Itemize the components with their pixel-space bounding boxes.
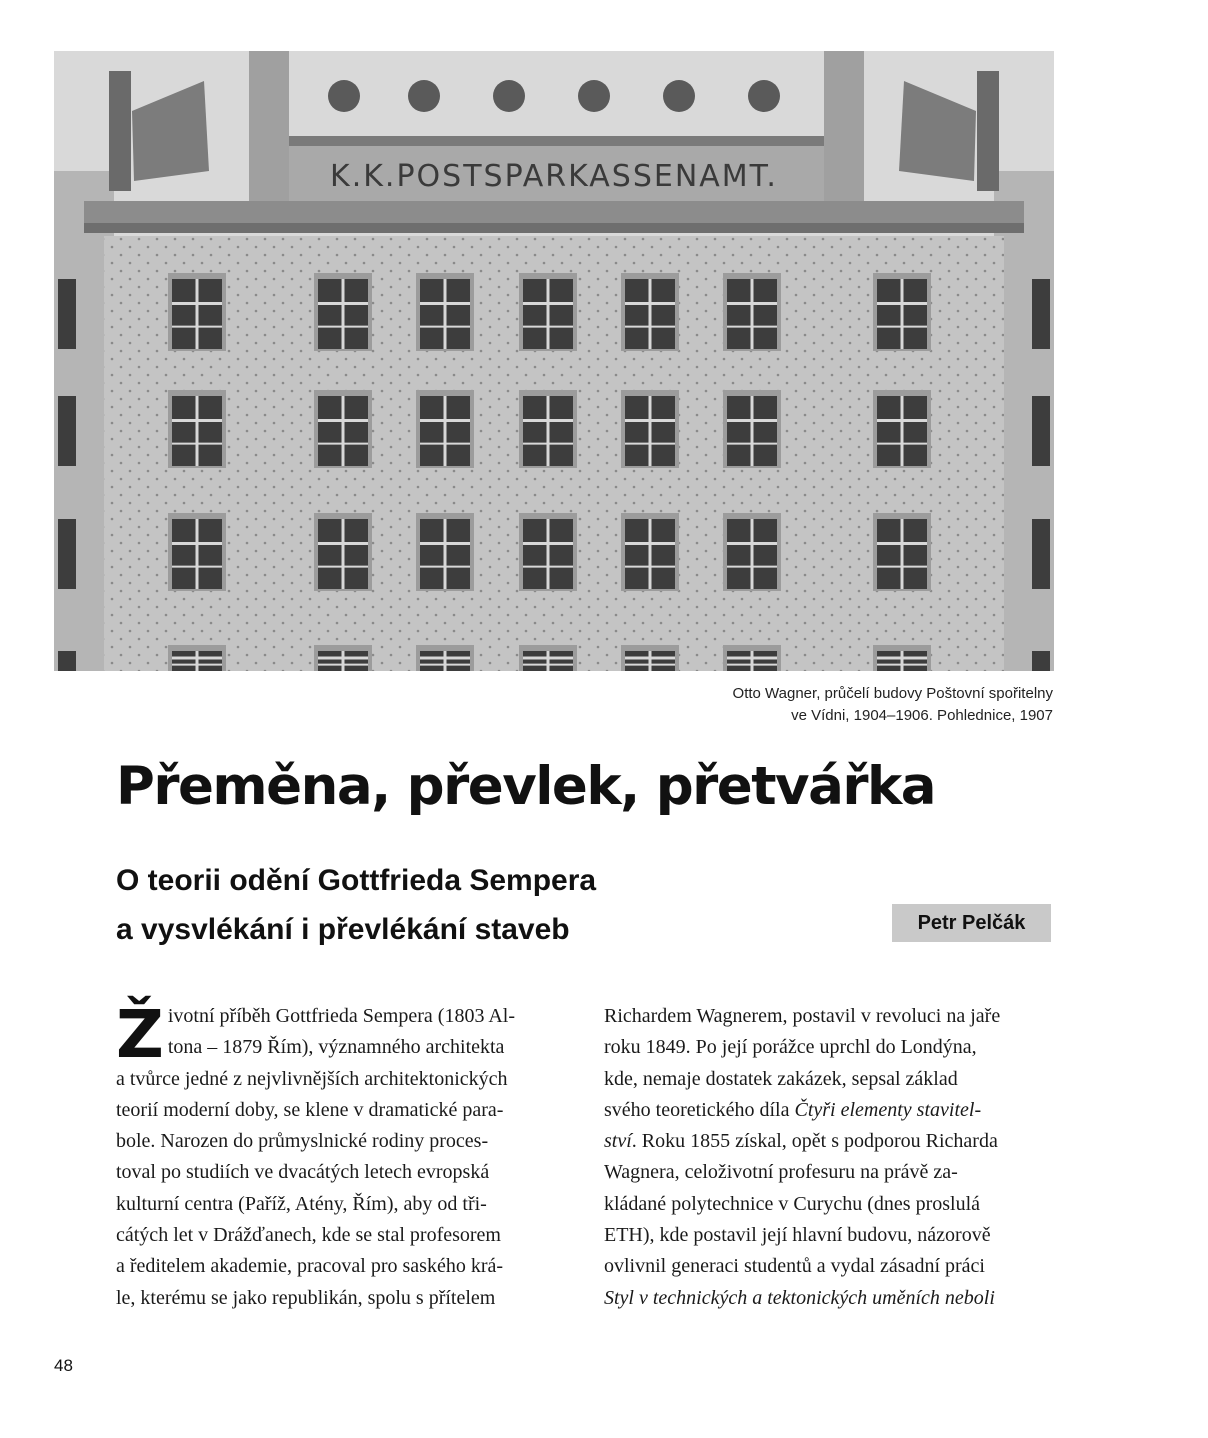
facade-window <box>314 390 372 468</box>
subtitle-line: O teorii odění Gottfrieda Sempera <box>116 864 597 897</box>
book-title-italic: Čtyři elementy stavitel- <box>794 1098 982 1121</box>
body-text: Wagnera, celoživotní profesuru na právě za- <box>604 1161 958 1184</box>
facade-window <box>723 390 781 468</box>
facade-window <box>416 513 474 591</box>
facade-window <box>314 645 372 671</box>
body-text: ovlivnil generaci studentů a vydal zásadní práci <box>604 1255 985 1278</box>
body-line <box>604 1157 1054 1188</box>
building-photo <box>54 51 1054 671</box>
facade-window <box>168 513 226 591</box>
facade-window <box>621 513 679 591</box>
side-window <box>58 279 76 349</box>
facade-window <box>416 645 474 671</box>
facade-inscription: K.K.POSTSPARKASSENAMT. <box>330 159 778 194</box>
facade-window <box>873 273 931 351</box>
body-line: le, kterému se jako republikán, spolu s přítelem <box>116 1286 496 1309</box>
page-number: 48 <box>54 1356 73 1375</box>
side-window <box>1032 651 1050 671</box>
body-line: cátých let v Drážďanech, kde se stal profesorem <box>116 1224 501 1247</box>
body-text: kládané polytechnice v Curychu (dnes proslulá <box>604 1192 980 1215</box>
facade-window <box>168 645 226 671</box>
side-window <box>58 651 76 671</box>
facade-window <box>519 513 577 591</box>
book-title-italic: ství <box>604 1130 632 1153</box>
caption-line: Otto Wagner, průčelí budovy Poštovní spořitelny <box>732 685 1053 702</box>
book-title-italic: Styl v technických a tektonických uměních neboli <box>604 1286 995 1309</box>
side-window <box>58 396 76 466</box>
body-text: svého teoretického díla <box>604 1098 795 1121</box>
body-line: toval po studiích ve dvacátých letech evropská <box>116 1161 490 1184</box>
body-line: tona – 1879 Řím), významného architekta <box>167 1036 505 1059</box>
body-line <box>604 1189 1054 1220</box>
body-text: roku 1849. Po její porážce uprchl do Londýna, <box>604 1036 977 1059</box>
facade-window <box>519 273 577 351</box>
body-text: ETH), kde postavil její hlavní budovu, názorově <box>604 1224 991 1247</box>
body-line: bole. Narozen do průmyslnické rodiny proces- <box>116 1130 489 1153</box>
facade-window <box>723 273 781 351</box>
body-column-right <box>604 1001 1054 1314</box>
author-badge: Petr Pelčák <box>892 904 1051 942</box>
side-window <box>1032 279 1050 349</box>
facade-window <box>519 390 577 468</box>
side-window <box>1032 396 1050 466</box>
body-column-left <box>116 996 566 1314</box>
facade-window <box>621 273 679 351</box>
article-title: Přeměna, převlek, přetvářka <box>116 756 936 817</box>
facade-window <box>314 513 372 591</box>
subtitle-line: a vysvlékání i převlékání staveb <box>116 913 570 946</box>
caption-line: ve Vídni, 1904–1906. Pohlednice, 1907 <box>791 707 1053 724</box>
body-line: ivotní příběh Gottfrieda Sempera (1803 Al- <box>167 1005 515 1027</box>
facade-window <box>621 390 679 468</box>
facade-window <box>168 273 226 351</box>
body-line <box>604 1220 1054 1251</box>
facade-window <box>873 645 931 671</box>
facade-window <box>314 273 372 351</box>
body-line: kulturní centra (Paříž, Atény, Řím), aby od tři- <box>116 1192 487 1215</box>
facade-window <box>621 645 679 671</box>
facade-window <box>168 390 226 468</box>
drop-cap: Ž <box>116 996 164 1073</box>
body-line <box>604 1001 1054 1032</box>
body-line: a tvůrce jedné z nejvlivnějších architektonických <box>116 1067 508 1090</box>
facade-window <box>416 390 474 468</box>
body-line <box>604 1126 1054 1157</box>
facade-window <box>723 513 781 591</box>
facade-window <box>416 273 474 351</box>
body-line <box>604 1095 1054 1126</box>
facade-illustration <box>54 51 1054 671</box>
body-text: . Roku 1855 získal, opět s podporou Richarda <box>631 1130 998 1153</box>
side-window <box>1032 519 1050 589</box>
article-subtitle <box>116 856 756 954</box>
body-text: Richardem Wagnerem, postavil v revoluci na jaře <box>604 1005 1001 1027</box>
facade-window <box>873 513 931 591</box>
body-line: a ředitelem akademie, pracoval pro saského krá- <box>116 1255 504 1278</box>
body-line <box>604 1251 1054 1282</box>
photo-caption <box>533 683 1053 727</box>
side-window <box>58 519 76 589</box>
body-line <box>604 1032 1054 1063</box>
body-line <box>604 1064 1054 1095</box>
facade-window <box>723 645 781 671</box>
facade-window <box>873 390 931 468</box>
body-line: teorií moderní doby, se klene v dramatické para- <box>116 1098 504 1121</box>
body-line <box>604 1283 1054 1314</box>
body-text: kde, nemaje dostatek zakázek, sepsal základ <box>604 1067 958 1090</box>
facade-window <box>519 645 577 671</box>
